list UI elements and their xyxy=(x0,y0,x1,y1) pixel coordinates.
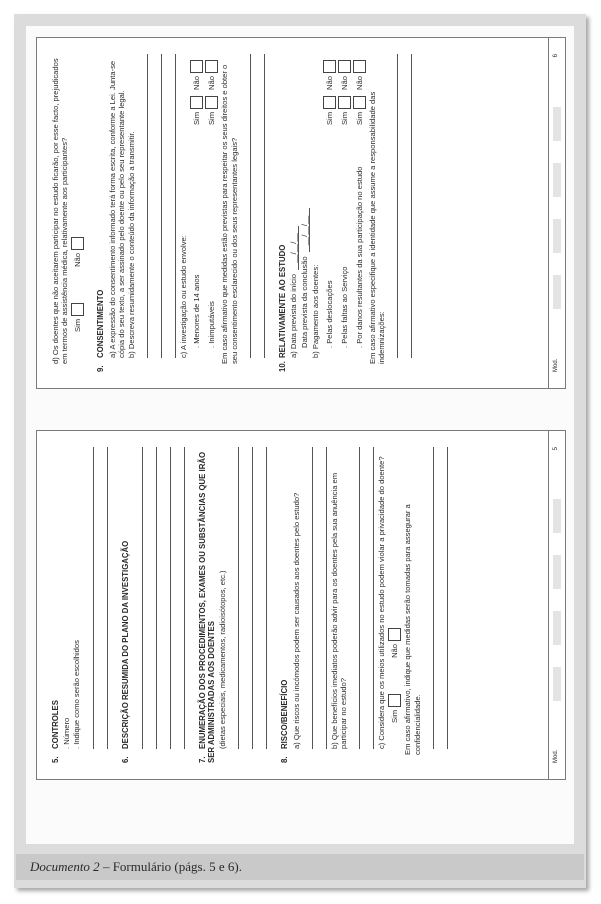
sim-checkbox[interactable] xyxy=(338,96,351,109)
answer-line[interactable] xyxy=(174,447,185,749)
caption-text: Formulário (págs. 5 e 6). xyxy=(112,859,242,874)
caption-doc: Documento 2 xyxy=(30,859,100,874)
sim-checkbox[interactable] xyxy=(71,303,84,316)
figure-caption xyxy=(16,854,584,880)
section-8-title: 8.RISCO/BENEFÍCIO xyxy=(280,679,290,763)
s10-b3: . Por danos resultantes da sua participação no estudo xyxy=(354,166,364,348)
form-page-5 xyxy=(36,430,566,780)
s9-b: b) Descreva resumidamente o conteúdo da informação a transmitir. xyxy=(127,131,137,358)
caption-dash: – xyxy=(102,859,110,874)
answer-line[interactable] xyxy=(228,447,239,749)
sim-checkbox[interactable] xyxy=(353,96,366,109)
s8-a: a) Que riscos ou incómodos podem ser causados aos doentes pelo estudo? xyxy=(291,492,301,749)
answer-line[interactable] xyxy=(151,54,162,358)
sim-label: Sim xyxy=(73,318,83,332)
nao-checkbox[interactable] xyxy=(190,60,203,73)
section-9-title: 9.CONSENTIMENTO xyxy=(96,289,106,372)
nao-checkbox[interactable] xyxy=(388,628,401,641)
section-6-title: 6.DESCRIÇÃO RESUMIDA DO PLANO DA INVESTIGAÇÃO xyxy=(120,540,130,763)
s10-a2: Data prevista da conclusão xyxy=(300,256,310,348)
nao-checkbox[interactable] xyxy=(323,60,336,73)
answer-line[interactable] xyxy=(387,54,398,358)
answer-line[interactable] xyxy=(165,54,176,358)
answer-line[interactable] xyxy=(240,54,251,358)
s9-a: a) A expressão do consentimento informado terá forma escrita, conforme a Lei. Junta-se cópia do seu texto, a ser assinado pelo doente ou pelo seu representante legal. xyxy=(107,60,126,358)
s8-c: c) Considera que os meios utilizados no estudo podem violar a privacidade do doente? xyxy=(377,456,387,749)
s10-b2: . Pelas faltas ao Serviço xyxy=(339,266,349,348)
answer-line[interactable] xyxy=(256,447,267,749)
sim-checkbox[interactable] xyxy=(323,96,336,109)
answer-line[interactable] xyxy=(437,447,448,749)
answer-line[interactable] xyxy=(316,447,327,749)
sim-label: Sim xyxy=(390,709,400,723)
answer-line[interactable] xyxy=(83,447,94,749)
s7-note: (dietas especiais, medicamentos, radioisótopos, etc.) xyxy=(218,570,228,749)
answer-line[interactable] xyxy=(302,447,313,749)
question-d: d) Os doentes que não aceitarem participar no estudo ficarão, por esse facto, prejudicados em termos de assistência médica, relativamente aos participantes? xyxy=(51,58,70,364)
nao-checkbox[interactable] xyxy=(205,60,218,73)
end-date-field[interactable]: __/__/__ xyxy=(300,208,310,252)
section-5-title: 5.CONTROLES xyxy=(51,700,60,763)
answer-line[interactable] xyxy=(254,54,265,358)
answer-line[interactable] xyxy=(401,54,412,358)
nao-label: Não xyxy=(73,252,83,267)
answer-line[interactable] xyxy=(146,447,157,749)
nao-checkbox[interactable] xyxy=(353,60,366,73)
s10-a1: a) Data prevista do início xyxy=(289,274,299,358)
s9-c1: . Menores de 14 anos xyxy=(192,274,202,348)
s9-affirm: Em caso afirmativo que medidas estão previstas para respeitar os seus direitos e obter o seu consentimento esclarecido ou dos seus representantes legais? xyxy=(220,64,239,364)
answer-line[interactable] xyxy=(349,447,360,749)
answer-line[interactable] xyxy=(242,447,253,749)
s5-item-number: . Número xyxy=(62,717,72,749)
start-date-field[interactable]: __/__/__ xyxy=(289,226,299,270)
s9-c: c) A investigação ou estudo envolve: xyxy=(179,235,189,358)
s8-affirm: Em caso afirmativo, indique que medidas serão tomadas para assegurar a confidencialidade. xyxy=(403,504,422,755)
s10-b1: . Pelas deslocações xyxy=(324,280,334,348)
section-7-title: 7.ENUMERAÇÃO DOS PROCEDIMENTOS, EXAMES OU SUBSTÂNCIAS QUE IRÃO SER ADMINISTRADAS AOS DOENTES xyxy=(197,451,217,763)
answer-line[interactable] xyxy=(132,447,143,749)
nao-checkbox[interactable] xyxy=(71,237,84,250)
s8-b: b) Que benefícios imediatos poderão advir para os doentes pela sua anuência em participar no estudo? xyxy=(329,472,349,749)
sim-checkbox[interactable] xyxy=(190,96,203,109)
sim-checkbox[interactable] xyxy=(388,694,401,707)
s9-c2: . Inimputáveis xyxy=(207,301,217,348)
answer-line[interactable] xyxy=(363,447,374,749)
s10-affirm: Em caso afirmativo especifique a identidade que assume a responsabilidade das indemnizações: xyxy=(367,91,386,364)
s5-item-choice: . Indique como serão escolhidos xyxy=(72,640,82,749)
sim-checkbox[interactable] xyxy=(205,96,218,109)
answer-line[interactable] xyxy=(160,447,171,749)
nao-checkbox[interactable] xyxy=(338,60,351,73)
answer-line[interactable] xyxy=(423,447,434,749)
s10-b: b) Pagamento aos doentes: xyxy=(311,264,321,358)
section-10-title: 10.RELATIVAMENTE AO ESTUDO xyxy=(277,244,287,372)
nao-label: Não xyxy=(390,643,400,658)
form-page-6: d) Os doentes que não aceitarem participar no estudo ficarão, por esse facto, prejudicados em termos de assistência médica, relativamente aos participantes? Sim Não 9.CONSENTIMENTO a) A expressão do consentimento informado terá forma escrita, conforme a Lei. Junta-se cópia do seu texto, a ser assinado pelo doente ou pelo seu representante legal. b) Descreva resumidamente o conteúdo da informação a transmitir. c) A investigação ou estudo envolve: . Menores de 14 anos Sim Não . Inimputáveis Sim Não Em caso afirmativo que medidas estão previstas para respeitar os seus direitos e obter o seu consentimento esclarecido ou dos seus representantes legais? 10.RELATIVAMENTE AO ESTUDO a) Data prevista do início__/__/__ Data prevista da conclusão__/__/__ b) Pagamento aos doentes: . Pelas deslocações Sim Não . Pelas faltas ao Serviço Sim Não . Por danos resultantes da sua participação no estudo Sim Não Em caso afirmativo especifique a identidade que assume a responsabilidade das indemnizações: Mod. 6 xyxy=(36,37,566,389)
page-footer: Mod. 5 xyxy=(548,431,565,779)
answer-line[interactable] xyxy=(97,447,108,749)
answer-line[interactable] xyxy=(137,54,148,358)
page-footer: Mod. 6 xyxy=(548,38,565,388)
